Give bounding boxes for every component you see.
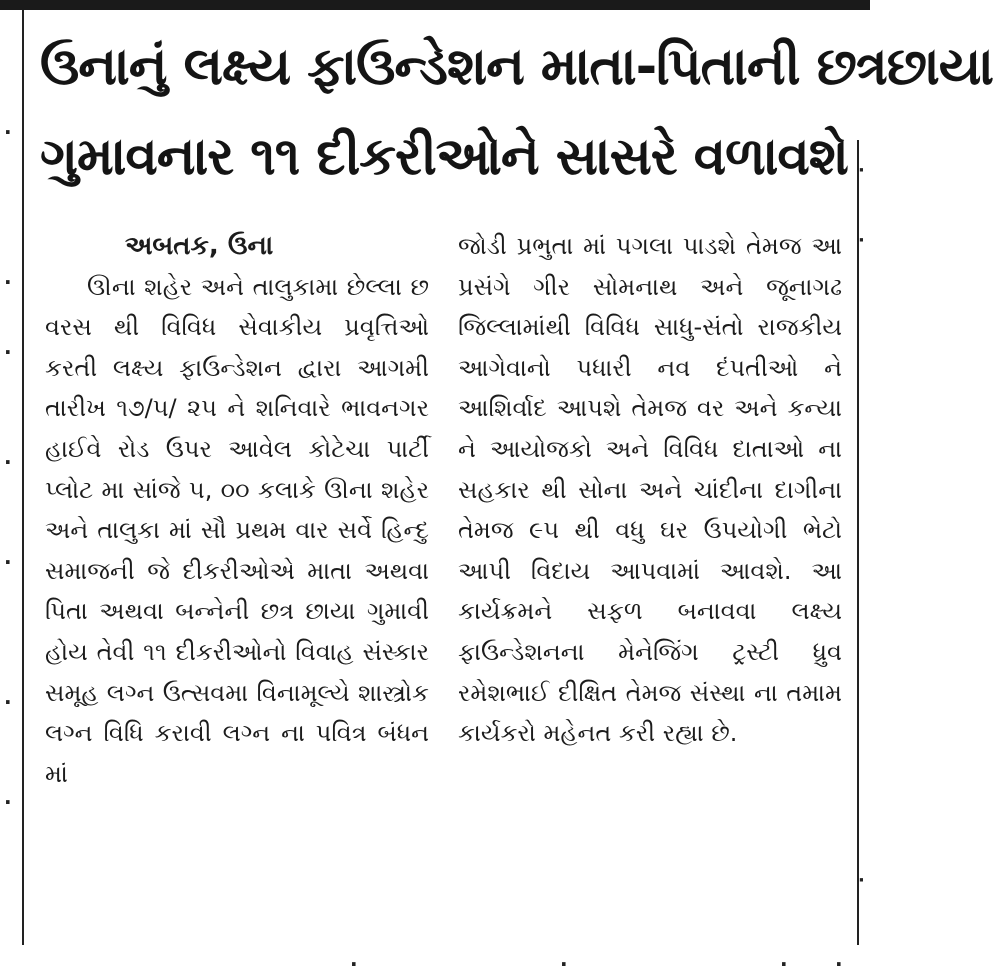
article-text-left-body: ઊના શહેર અને તાલુકામા છેલ્લા છ વરસ થી વિવિધ સેવાકીય પ્રવૃત્તિઓ કરતી લક્ષ્ય ફાઉન્ડેશન દ્વારા આગમી તારીખ ૧૭/૫/ ૨૫ ને શનિવારે ભાવનગર હાઈવે રોડ ઉપર આવેલ કોટેચા પાર્ટી પ્લોટ મા સાંજે ૫, ૦૦ કલાકે ઊના શહેર અને તાલુકા માં સૌ પ્રથમ વાર સર્વે હિન્દુ સમાજની જે દીકરીઓએ માતા અથવા પિતા અથવા બન્નેની છત્ર છાયા ગુમાવી હોય તેવી ૧૧ દીકરીઓનો વિવાહ સંસ્કાર સમૂહ લગ્ન ઉત્સવમા વિનામૂલ્યે શાસ્ત્રોક લગ્ન વિધિ કરાવી લગ્ન ના પવિત્ર બંધન માં: [45, 272, 429, 788]
article-text-right: જોડી પ્રભુતા માં પગલા પાડશે તેમજ આ પ્રસંગે ગીર સોમનાથ અને જૂનાગઢ જિલ્લામાંથી વિવિધ સાધુ-સંતો રાજકીય આગેવાનો પધારી નવ દંપતીઓ ને આશિર્વાદ આપશે તેમજ વર અને કન્યા ને આયોજકો અને વિવિધ દાતાઓ ના સહકાર થી સોના અને ચાંદીના દાગીના તેમજ ૯૫ થી વધુ ઘર ઉપયોગી ભેટો આપી વિદાય આપવામાં આવશે. આ કાર્યક્રમને સફળ બનાવવા લક્ષ્ય ફાઉન્ડેશનના મેનેજિંગ ટ્રસ્ટી ધ્રુવ રમેશભાઈ દીક્ષિત તેમજ સંસ્થા ના તમામ કાર્યકરો મહેનત કરી રહ્યા છે.: [458, 232, 842, 748]
dateline: અબતક, ઉના: [125, 231, 274, 261]
top-rule: [0, 0, 870, 10]
article-column-right: [458, 226, 842, 754]
article-text-left: [45, 267, 429, 795]
next-article-fragment: · · · ·: [350, 952, 843, 976]
adjacent-column-fragment-right: · · ·: [858, 160, 865, 891]
headline-line-2: ગુમાવનાર ૧૧ દીકરીઓને સાસરે વળાવશે: [40, 127, 848, 187]
adjacent-column-fragment-left: · · · · · · ·: [4, 120, 12, 814]
column-divider-left: [22, 10, 24, 945]
headline: [40, 22, 993, 202]
headline-line-1: ઉનાનું લક્ષ્ય ફાઉન્ડેશન માતા-પિતાની છત્રછાયા: [40, 37, 993, 97]
article-column-left: [45, 226, 429, 794]
